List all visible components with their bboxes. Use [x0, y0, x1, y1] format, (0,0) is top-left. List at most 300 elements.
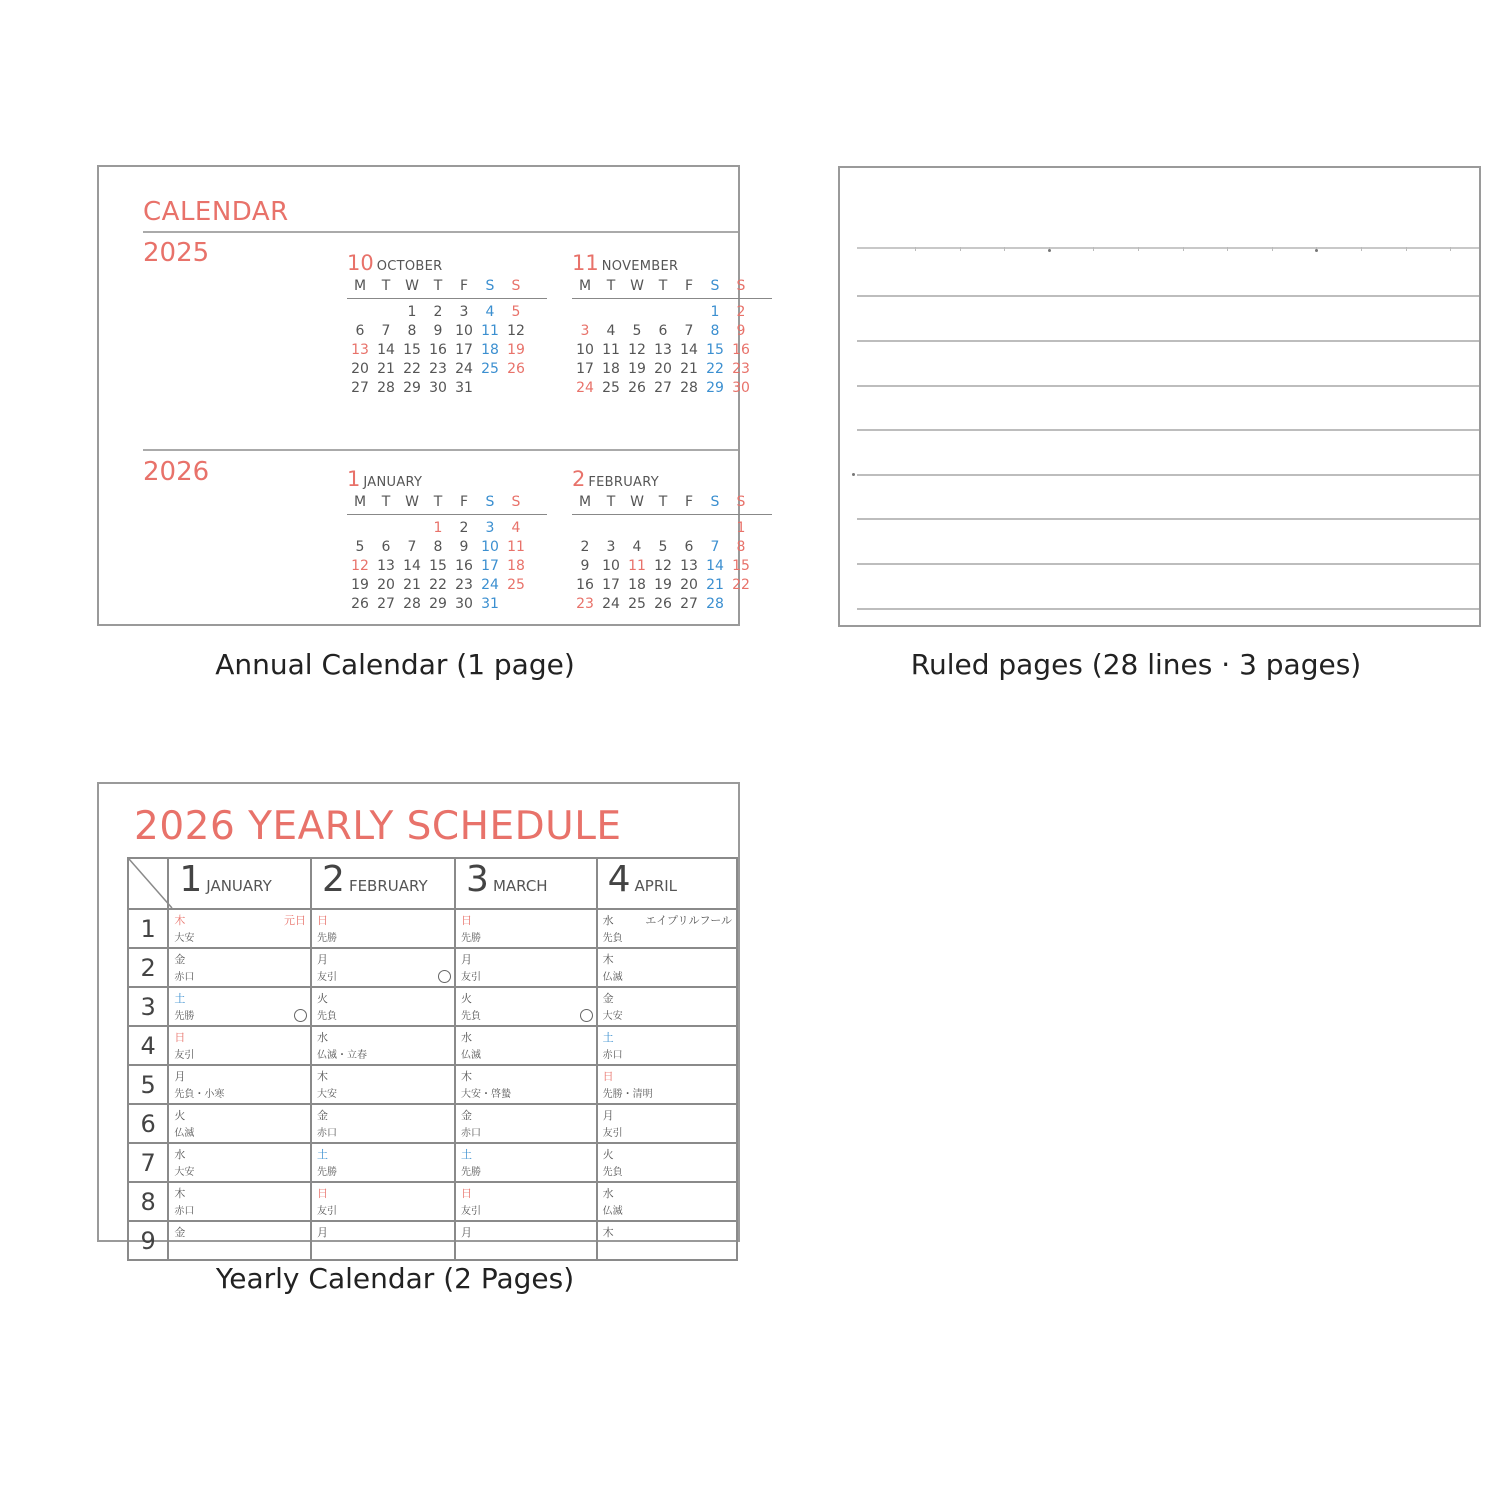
- weekday-label: T: [658, 494, 668, 510]
- rokuyo-label: 赤口: [317, 1128, 338, 1139]
- month-header-january: [168, 858, 311, 909]
- day-row: [128, 1065, 737, 1104]
- date-cell: 13: [351, 342, 369, 358]
- rokuyo-label: 大安: [174, 1167, 195, 1178]
- date-cell: 10: [481, 539, 499, 555]
- date-cell: 9: [736, 323, 746, 339]
- annual-calendar-page: [97, 165, 750, 626]
- empty-date-cell: [347, 519, 373, 538]
- date-cell: 17: [481, 558, 499, 574]
- schedule-cell[interactable]: [597, 909, 737, 948]
- day-row: [128, 1221, 737, 1260]
- date-cell: 11: [628, 558, 646, 574]
- ruler-tick: [1272, 247, 1273, 251]
- date-cell: 18: [628, 577, 646, 593]
- month-header-february: [311, 858, 455, 909]
- date-cell: 10: [576, 342, 594, 358]
- date-cell: 21: [403, 577, 421, 593]
- weekday-label: F: [459, 494, 469, 510]
- empty-date-cell: [676, 303, 702, 322]
- month-name: FEBRUARY: [348, 877, 428, 895]
- day-number: 3: [128, 987, 168, 1026]
- date-cell: 18: [602, 361, 620, 377]
- ruled-line: [857, 247, 1479, 249]
- rokuyo-label: 友引: [317, 1206, 338, 1217]
- date-cell: 3: [580, 323, 590, 339]
- weekday-label: S: [511, 278, 521, 294]
- empty-date-cell: [624, 303, 650, 322]
- date-cell: 12: [654, 558, 672, 574]
- date-cell: 4: [511, 520, 521, 536]
- day-number: 8: [128, 1182, 168, 1221]
- weekday-kanji: 土: [174, 992, 186, 1005]
- schedule-cell[interactable]: [455, 1026, 597, 1065]
- circle-marker-icon: [438, 970, 451, 983]
- ruler-tick: [915, 247, 916, 251]
- schedule-cell[interactable]: [168, 1221, 311, 1260]
- date-cell: 7: [407, 539, 417, 555]
- weekday-label: W: [630, 278, 644, 294]
- schedule-cell[interactable]: [168, 1065, 311, 1104]
- weekday-label: M: [578, 494, 592, 510]
- ruler-tick: [960, 247, 961, 251]
- month-name: OCTOBER: [376, 259, 443, 274]
- weekday-label: W: [405, 494, 419, 510]
- month-header: [347, 467, 547, 493]
- circle-marker-icon: [580, 1009, 593, 1022]
- ruler-tick: [1361, 247, 1362, 251]
- title-rule: [143, 231, 738, 233]
- schedule-cell[interactable]: [455, 1143, 597, 1182]
- weekday-label: S: [736, 494, 746, 510]
- rokuyo-label: 大安・啓蟄: [461, 1089, 512, 1100]
- month-number: 10: [347, 251, 374, 275]
- date-cell: 17: [602, 577, 620, 593]
- weekday-kanji: 木: [174, 914, 186, 927]
- empty-date-cell: [598, 519, 624, 538]
- weekday-kanji: 水: [602, 914, 614, 927]
- rokuyo-label: 赤口: [602, 1050, 623, 1061]
- date-cell: 12: [507, 323, 525, 339]
- ruled-line: [857, 474, 1479, 476]
- month-number: 1: [179, 859, 203, 900]
- empty-date-cell: [650, 303, 676, 322]
- schedule-cell[interactable]: [455, 1104, 597, 1143]
- schedule-cell[interactable]: [597, 1026, 737, 1065]
- date-cell: 1: [710, 304, 720, 320]
- date-cell: 23: [455, 577, 473, 593]
- date-cell: 13: [377, 558, 395, 574]
- rokuyo-label: 友引: [174, 1050, 195, 1061]
- day-number: 9: [128, 1221, 168, 1260]
- date-cell: 19: [654, 577, 672, 593]
- weekday-header-row: [572, 277, 772, 299]
- month-february: [572, 467, 772, 614]
- date-cell: 7: [684, 323, 694, 339]
- weekday-label: F: [684, 278, 694, 294]
- ruled-line: [857, 518, 1479, 520]
- date-cell: 28: [706, 596, 724, 612]
- rokuyo-label: 先負: [602, 1167, 623, 1178]
- empty-date-cell: [572, 303, 598, 322]
- month-header: [572, 251, 772, 277]
- weekday-label: T: [381, 494, 391, 510]
- date-cell: 2: [459, 520, 469, 536]
- day-row: [128, 909, 737, 948]
- date-cell: 27: [377, 596, 395, 612]
- empty-date-cell: [676, 519, 702, 538]
- month-name: JANUARY: [363, 475, 423, 490]
- rokuyo-label: 先勝: [461, 1167, 482, 1178]
- yearly-calendar-caption: Yearly Calendar (2 Pages): [215, 1262, 575, 1295]
- date-cell: 6: [684, 539, 694, 555]
- date-cell: 22: [403, 361, 421, 377]
- rokuyo-label: 先勝・清明: [602, 1089, 653, 1100]
- ruled-line: [857, 608, 1479, 610]
- schedule-cell[interactable]: [168, 1143, 311, 1182]
- schedule-cell[interactable]: [168, 1026, 311, 1065]
- weekday-label: T: [381, 278, 391, 294]
- weekday-kanji: 水: [174, 1148, 186, 1161]
- date-cell: 29: [429, 596, 447, 612]
- rokuyo-label: 仏滅: [602, 972, 623, 983]
- schedule-cell[interactable]: [311, 1143, 455, 1182]
- weekday-kanji: 金: [317, 1109, 329, 1122]
- schedule-cell[interactable]: [311, 909, 455, 948]
- month-number: 4: [607, 859, 631, 900]
- date-cell: 24: [602, 596, 620, 612]
- schedule-cell[interactable]: [168, 1104, 311, 1143]
- empty-date-cell: [572, 519, 598, 538]
- date-cell: 5: [632, 323, 642, 339]
- date-cell: 14: [706, 558, 724, 574]
- weekday-kanji: 木: [174, 1187, 186, 1200]
- empty-date-cell: [399, 519, 425, 538]
- annual-calendar-caption: Annual Calendar (1 page): [215, 648, 575, 681]
- date-cell: 23: [576, 596, 594, 612]
- date-cell: 30: [429, 380, 447, 396]
- date-cell: 6: [658, 323, 668, 339]
- month-header: [347, 251, 547, 277]
- weekday-label: F: [459, 278, 469, 294]
- rokuyo-label: 先負: [461, 1011, 482, 1022]
- schedule-cell[interactable]: [597, 948, 737, 987]
- schedule-cell[interactable]: [311, 1065, 455, 1104]
- month-november: [572, 251, 772, 398]
- date-grid: [347, 519, 547, 614]
- date-grid: [572, 303, 772, 398]
- schedule-cell[interactable]: [597, 1143, 737, 1182]
- date-cell: 3: [606, 539, 616, 555]
- schedule-cell[interactable]: [455, 1221, 597, 1260]
- weekday-kanji: 水: [461, 1031, 473, 1044]
- date-cell: 14: [680, 342, 698, 358]
- date-cell: 15: [732, 558, 750, 574]
- schedule-cell[interactable]: [168, 909, 311, 948]
- date-cell: 5: [355, 539, 365, 555]
- weekday-label: T: [606, 278, 616, 294]
- weekday-kanji: 木: [602, 1226, 614, 1239]
- month-name: APRIL: [634, 877, 678, 895]
- date-cell: 2: [580, 539, 590, 555]
- rokuyo-label: 先勝: [461, 933, 482, 944]
- weekday-kanji: 土: [317, 1148, 329, 1161]
- month-number: 11: [572, 251, 599, 275]
- month-name: FEBRUARY: [588, 475, 659, 490]
- schedule-cell[interactable]: [311, 987, 455, 1026]
- weekday-kanji: 日: [461, 1187, 473, 1200]
- schedule-cell[interactable]: [597, 1065, 737, 1104]
- weekday-kanji: 火: [461, 992, 473, 1005]
- date-cell: 1: [433, 520, 443, 536]
- weekday-kanji: 日: [461, 914, 473, 927]
- date-cell: 22: [429, 577, 447, 593]
- empty-date-cell: [650, 519, 676, 538]
- rokuyo-label: 仏滅: [174, 1128, 195, 1139]
- empty-date-cell: [347, 303, 373, 322]
- date-cell: 25: [628, 596, 646, 612]
- weekday-label: T: [433, 494, 443, 510]
- empty-date-cell: [373, 303, 399, 322]
- rokuyo-label: 大安: [317, 1089, 338, 1100]
- date-cell: 1: [736, 520, 746, 536]
- weekday-kanji: 月: [317, 953, 329, 966]
- weekday-kanji: 日: [317, 1187, 329, 1200]
- date-cell: 27: [351, 380, 369, 396]
- date-cell: 16: [576, 577, 594, 593]
- schedule-cell[interactable]: [311, 948, 455, 987]
- rokuyo-label: 赤口: [461, 1128, 482, 1139]
- date-cell: 16: [455, 558, 473, 574]
- weekday-kanji: 金: [174, 1226, 186, 1239]
- date-cell: 1: [407, 304, 417, 320]
- yearly-schedule-table: [127, 857, 738, 1261]
- date-cell: 24: [481, 577, 499, 593]
- date-cell: 21: [680, 361, 698, 377]
- date-cell: 23: [429, 361, 447, 377]
- schedule-cell[interactable]: [311, 1026, 455, 1065]
- month-name: NOVEMBER: [601, 259, 679, 274]
- weekday-kanji: 月: [174, 1070, 186, 1083]
- date-cell: 14: [403, 558, 421, 574]
- holiday-label: エイプリルフール: [645, 914, 732, 927]
- ruled-line: [857, 429, 1479, 431]
- dot-marker: [1315, 249, 1318, 252]
- ruled-page: [838, 166, 1481, 627]
- date-cell: 6: [381, 539, 391, 555]
- weekday-kanji: 土: [602, 1031, 614, 1044]
- date-cell: 7: [710, 539, 720, 555]
- date-cell: 8: [407, 323, 417, 339]
- month-name: MARCH: [492, 877, 548, 895]
- date-cell: 5: [511, 304, 521, 320]
- schedule-cell[interactable]: [455, 1182, 597, 1221]
- weekday-kanji: 土: [461, 1148, 473, 1161]
- month-number: 1: [347, 467, 361, 491]
- day-row: [128, 987, 737, 1026]
- weekday-label: M: [353, 278, 367, 294]
- rokuyo-label: 先勝: [174, 1011, 195, 1022]
- date-cell: 16: [429, 342, 447, 358]
- ruled-line: [857, 563, 1479, 565]
- weekday-kanji: 日: [602, 1070, 614, 1083]
- ruler-tick: [1450, 247, 1451, 251]
- weekday-label: S: [485, 494, 495, 510]
- date-cell: 26: [654, 596, 672, 612]
- date-cell: 4: [632, 539, 642, 555]
- month-number: 2: [572, 467, 586, 491]
- weekday-kanji: 月: [602, 1109, 614, 1122]
- date-cell: 28: [680, 380, 698, 396]
- date-cell: 9: [459, 539, 469, 555]
- calendar-title: CALENDAR: [143, 197, 289, 227]
- date-cell: 26: [628, 380, 646, 396]
- month-header: [572, 467, 772, 493]
- schedule-cell[interactable]: [168, 1182, 311, 1221]
- ruled-line: [857, 295, 1479, 297]
- date-cell: 11: [481, 323, 499, 339]
- date-cell: 13: [654, 342, 672, 358]
- weekday-kanji: 木: [461, 1070, 473, 1083]
- yearly-schedule-page: [97, 782, 740, 1255]
- weekday-kanji: 月: [461, 953, 473, 966]
- rokuyo-label: 先勝: [317, 933, 338, 944]
- date-cell: 24: [576, 380, 594, 396]
- schedule-cell[interactable]: [311, 1104, 455, 1143]
- date-cell: 28: [377, 380, 395, 396]
- date-cell: 30: [732, 380, 750, 396]
- weekday-label: W: [405, 278, 419, 294]
- weekday-kanji: 火: [602, 1148, 614, 1161]
- schedule-cell[interactable]: [455, 948, 597, 987]
- weekday-label: S: [710, 278, 720, 294]
- day-number: 4: [128, 1026, 168, 1065]
- weekday-kanji: 日: [317, 914, 329, 927]
- day-row: [128, 1182, 737, 1221]
- weekday-label: S: [485, 278, 495, 294]
- weekday-kanji: 火: [174, 1109, 186, 1122]
- rokuyo-label: 赤口: [174, 1206, 195, 1217]
- date-cell: 25: [602, 380, 620, 396]
- weekday-kanji: 木: [602, 953, 614, 966]
- date-cell: 19: [628, 361, 646, 377]
- schedule-cell[interactable]: [455, 987, 597, 1026]
- date-cell: 26: [507, 361, 525, 377]
- dot-marker: [1048, 249, 1051, 252]
- ruler-tick: [1093, 247, 1094, 251]
- rokuyo-label: 仏滅・立春: [317, 1050, 368, 1061]
- year-label-2025: 2025: [143, 238, 210, 268]
- rokuyo-label: 友引: [317, 972, 338, 983]
- date-cell: 26: [351, 596, 369, 612]
- weekday-label: S: [710, 494, 720, 510]
- schedule-cell[interactable]: [597, 1104, 737, 1143]
- month-january: [347, 467, 547, 614]
- date-cell: 21: [377, 361, 395, 377]
- date-grid: [572, 519, 772, 614]
- empty-date-cell: [373, 519, 399, 538]
- circle-marker-icon: [294, 1009, 307, 1022]
- day-row: [128, 948, 737, 987]
- month-header-march: [455, 858, 597, 909]
- schedule-cell[interactable]: [597, 1182, 737, 1221]
- schedule-cell[interactable]: [311, 1182, 455, 1221]
- day-row: [128, 1104, 737, 1143]
- date-cell: 8: [736, 539, 746, 555]
- weekday-kanji: 月: [461, 1226, 473, 1239]
- date-cell: 11: [507, 539, 525, 555]
- date-cell: 31: [481, 596, 499, 612]
- ruler-tick: [1406, 247, 1407, 251]
- date-cell: 2: [433, 304, 443, 320]
- empty-date-cell: [702, 519, 728, 538]
- year-divider: [143, 449, 738, 451]
- corner-cell: [128, 858, 168, 909]
- month-october: [347, 251, 547, 398]
- ruled-line: [857, 340, 1479, 342]
- date-cell: 25: [481, 361, 499, 377]
- weekday-header-row: [347, 277, 547, 299]
- ruler-tick: [1004, 247, 1005, 251]
- schedule-cell[interactable]: [455, 909, 597, 948]
- date-cell: 10: [455, 323, 473, 339]
- schedule-cell[interactable]: [597, 1221, 737, 1260]
- ruled-line: [857, 385, 1479, 387]
- schedule-cell[interactable]: [597, 987, 737, 1026]
- rokuyo-label: 先負・小寒: [174, 1089, 225, 1100]
- date-cell: 15: [403, 342, 421, 358]
- date-cell: 14: [377, 342, 395, 358]
- weekday-label: T: [606, 494, 616, 510]
- date-cell: 20: [680, 577, 698, 593]
- date-grid: [347, 303, 547, 398]
- date-cell: 15: [429, 558, 447, 574]
- month-name: JANUARY: [206, 877, 272, 895]
- date-cell: 16: [732, 342, 750, 358]
- empty-date-cell: [624, 519, 650, 538]
- month-header-row: [128, 858, 737, 909]
- rokuyo-label: 先勝: [317, 1167, 338, 1178]
- date-cell: 11: [602, 342, 620, 358]
- weekday-kanji: 木: [317, 1070, 329, 1083]
- month-number: 2: [322, 859, 345, 900]
- schedule-cell[interactable]: [311, 1221, 455, 1260]
- date-cell: 28: [403, 596, 421, 612]
- date-cell: 9: [433, 323, 443, 339]
- weekday-kanji: 日: [174, 1031, 186, 1044]
- weekday-label: W: [630, 494, 644, 510]
- schedule-cell[interactable]: [455, 1065, 597, 1104]
- ruler-tick: [1138, 247, 1139, 251]
- schedule-cell[interactable]: [168, 948, 311, 987]
- weekday-label: M: [578, 278, 592, 294]
- day-number: 1: [128, 909, 168, 948]
- rokuyo-label: 大安: [174, 933, 195, 944]
- month-header-april: [597, 858, 737, 909]
- date-cell: 8: [433, 539, 443, 555]
- rokuyo-label: 友引: [461, 972, 482, 983]
- weekday-label: M: [353, 494, 367, 510]
- weekday-header-row: [347, 493, 547, 515]
- date-cell: 8: [710, 323, 720, 339]
- day-number: 5: [128, 1065, 168, 1104]
- schedule-cell[interactable]: [168, 987, 311, 1026]
- day-number: 6: [128, 1104, 168, 1143]
- date-cell: 20: [377, 577, 395, 593]
- holiday-label: 元日: [284, 914, 307, 927]
- date-cell: 2: [736, 304, 746, 320]
- rokuyo-label: 仏滅: [602, 1206, 623, 1217]
